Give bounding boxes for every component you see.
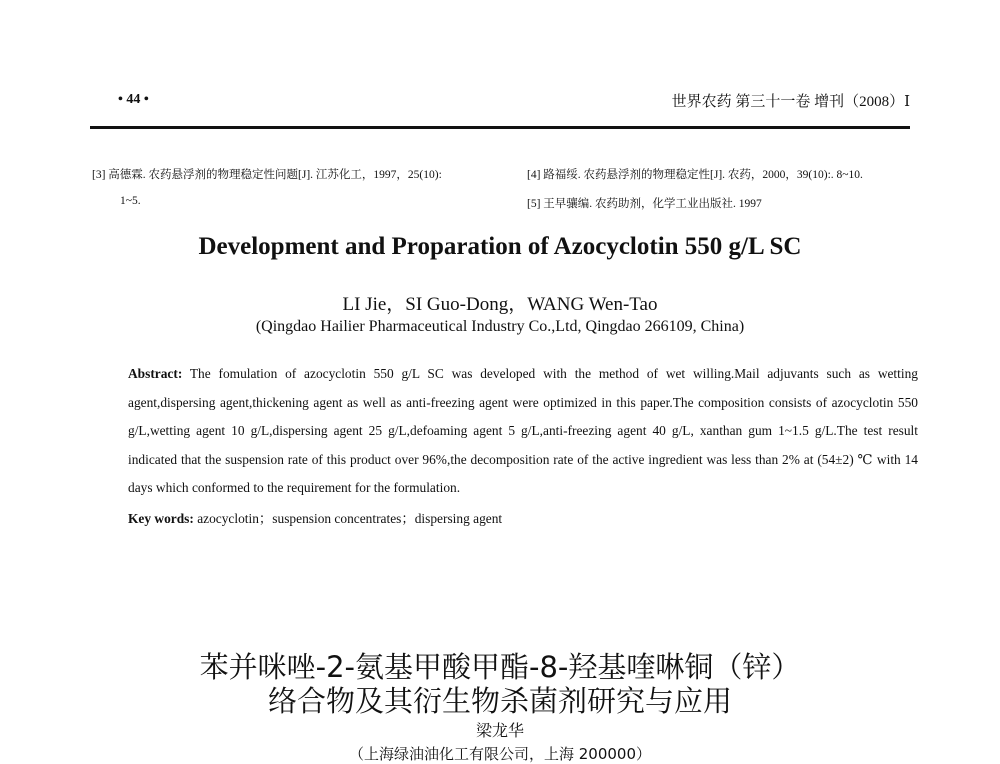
abstract-label: Abstract: <box>128 366 183 381</box>
affiliation: (Qingdao Hailier Pharmaceutical Industry Co.,Ltd, Qingdao 266109, China) <box>255 318 745 335</box>
reference-text: 王早骧编. 农药助剂，化学工业出版社. 1997 <box>543 198 762 210</box>
reference-number: [4] <box>527 169 541 181</box>
reference-number: [5] <box>527 198 541 210</box>
keywords-label: Key words: <box>128 511 194 526</box>
chinese-title-line-2: 络合物及其衍生物杀菌剂研究与应用 <box>267 684 732 718</box>
keywords <box>128 508 502 527</box>
page-number: • 44 • <box>118 92 149 107</box>
chinese-title-line-1: 苯并咪唑-2-氨基甲酸甲酯-8-羟基喹啉铜（锌） <box>199 650 801 684</box>
chinese-author: 梁龙华 <box>475 721 524 740</box>
reference-text: 路福绥. 农药悬浮剂的物理稳定性[J]. 农药，2000，39(10):. 8~10. <box>543 169 863 181</box>
authors: LI Jie，SI Guo-Dong，WANG Wen-Tao <box>342 294 658 315</box>
reference-4 <box>527 166 863 182</box>
journal-header: 世界农药 第三十一卷 增刊（2008）Ⅰ <box>671 94 910 110</box>
header-rule <box>90 126 910 129</box>
keywords-text: azocyclotin；suspension concentrates；dispersing agent <box>197 511 503 526</box>
reference-3-continuation: 1~5. <box>120 195 141 207</box>
reference-5 <box>527 195 762 211</box>
abstract-text: The fomulation of azocyclotin 550 g/L SC was developed with the method of wet willing.Mail adjuvants such as wetting agent,dispersing agent,thickening agent as well as anti-freezing agent were optimized in this paper.The composition consists of azocyclotin 550 g/L,wetting agent 10 g/L,dispersing agent 25 g/L,defoaming agent 5 g/L,anti-freezing agent 40 g/L, xanthan gum 1~1.5 g/L.The test result indicated that the suspension rate of this product over 96%,the decomposition rate of the active ingredient was less than 2% at (54±2) ℃ with 14 days which conformed to the requirement for the formulation. <box>128 366 918 495</box>
reference-number: [3] <box>92 169 106 181</box>
chinese-affiliation: （上海绿油油化工有限公司，上海 200000） <box>348 745 652 763</box>
reference-text: 高德霖. 农药悬浮剂的物理稳定性问题[J]. 江苏化工，1997，25(10): <box>108 169 442 181</box>
abstract <box>128 360 918 503</box>
english-title: Development and Proparation of Azocyclotin 550 g/L SC <box>198 233 802 260</box>
reference-3 <box>92 166 442 182</box>
